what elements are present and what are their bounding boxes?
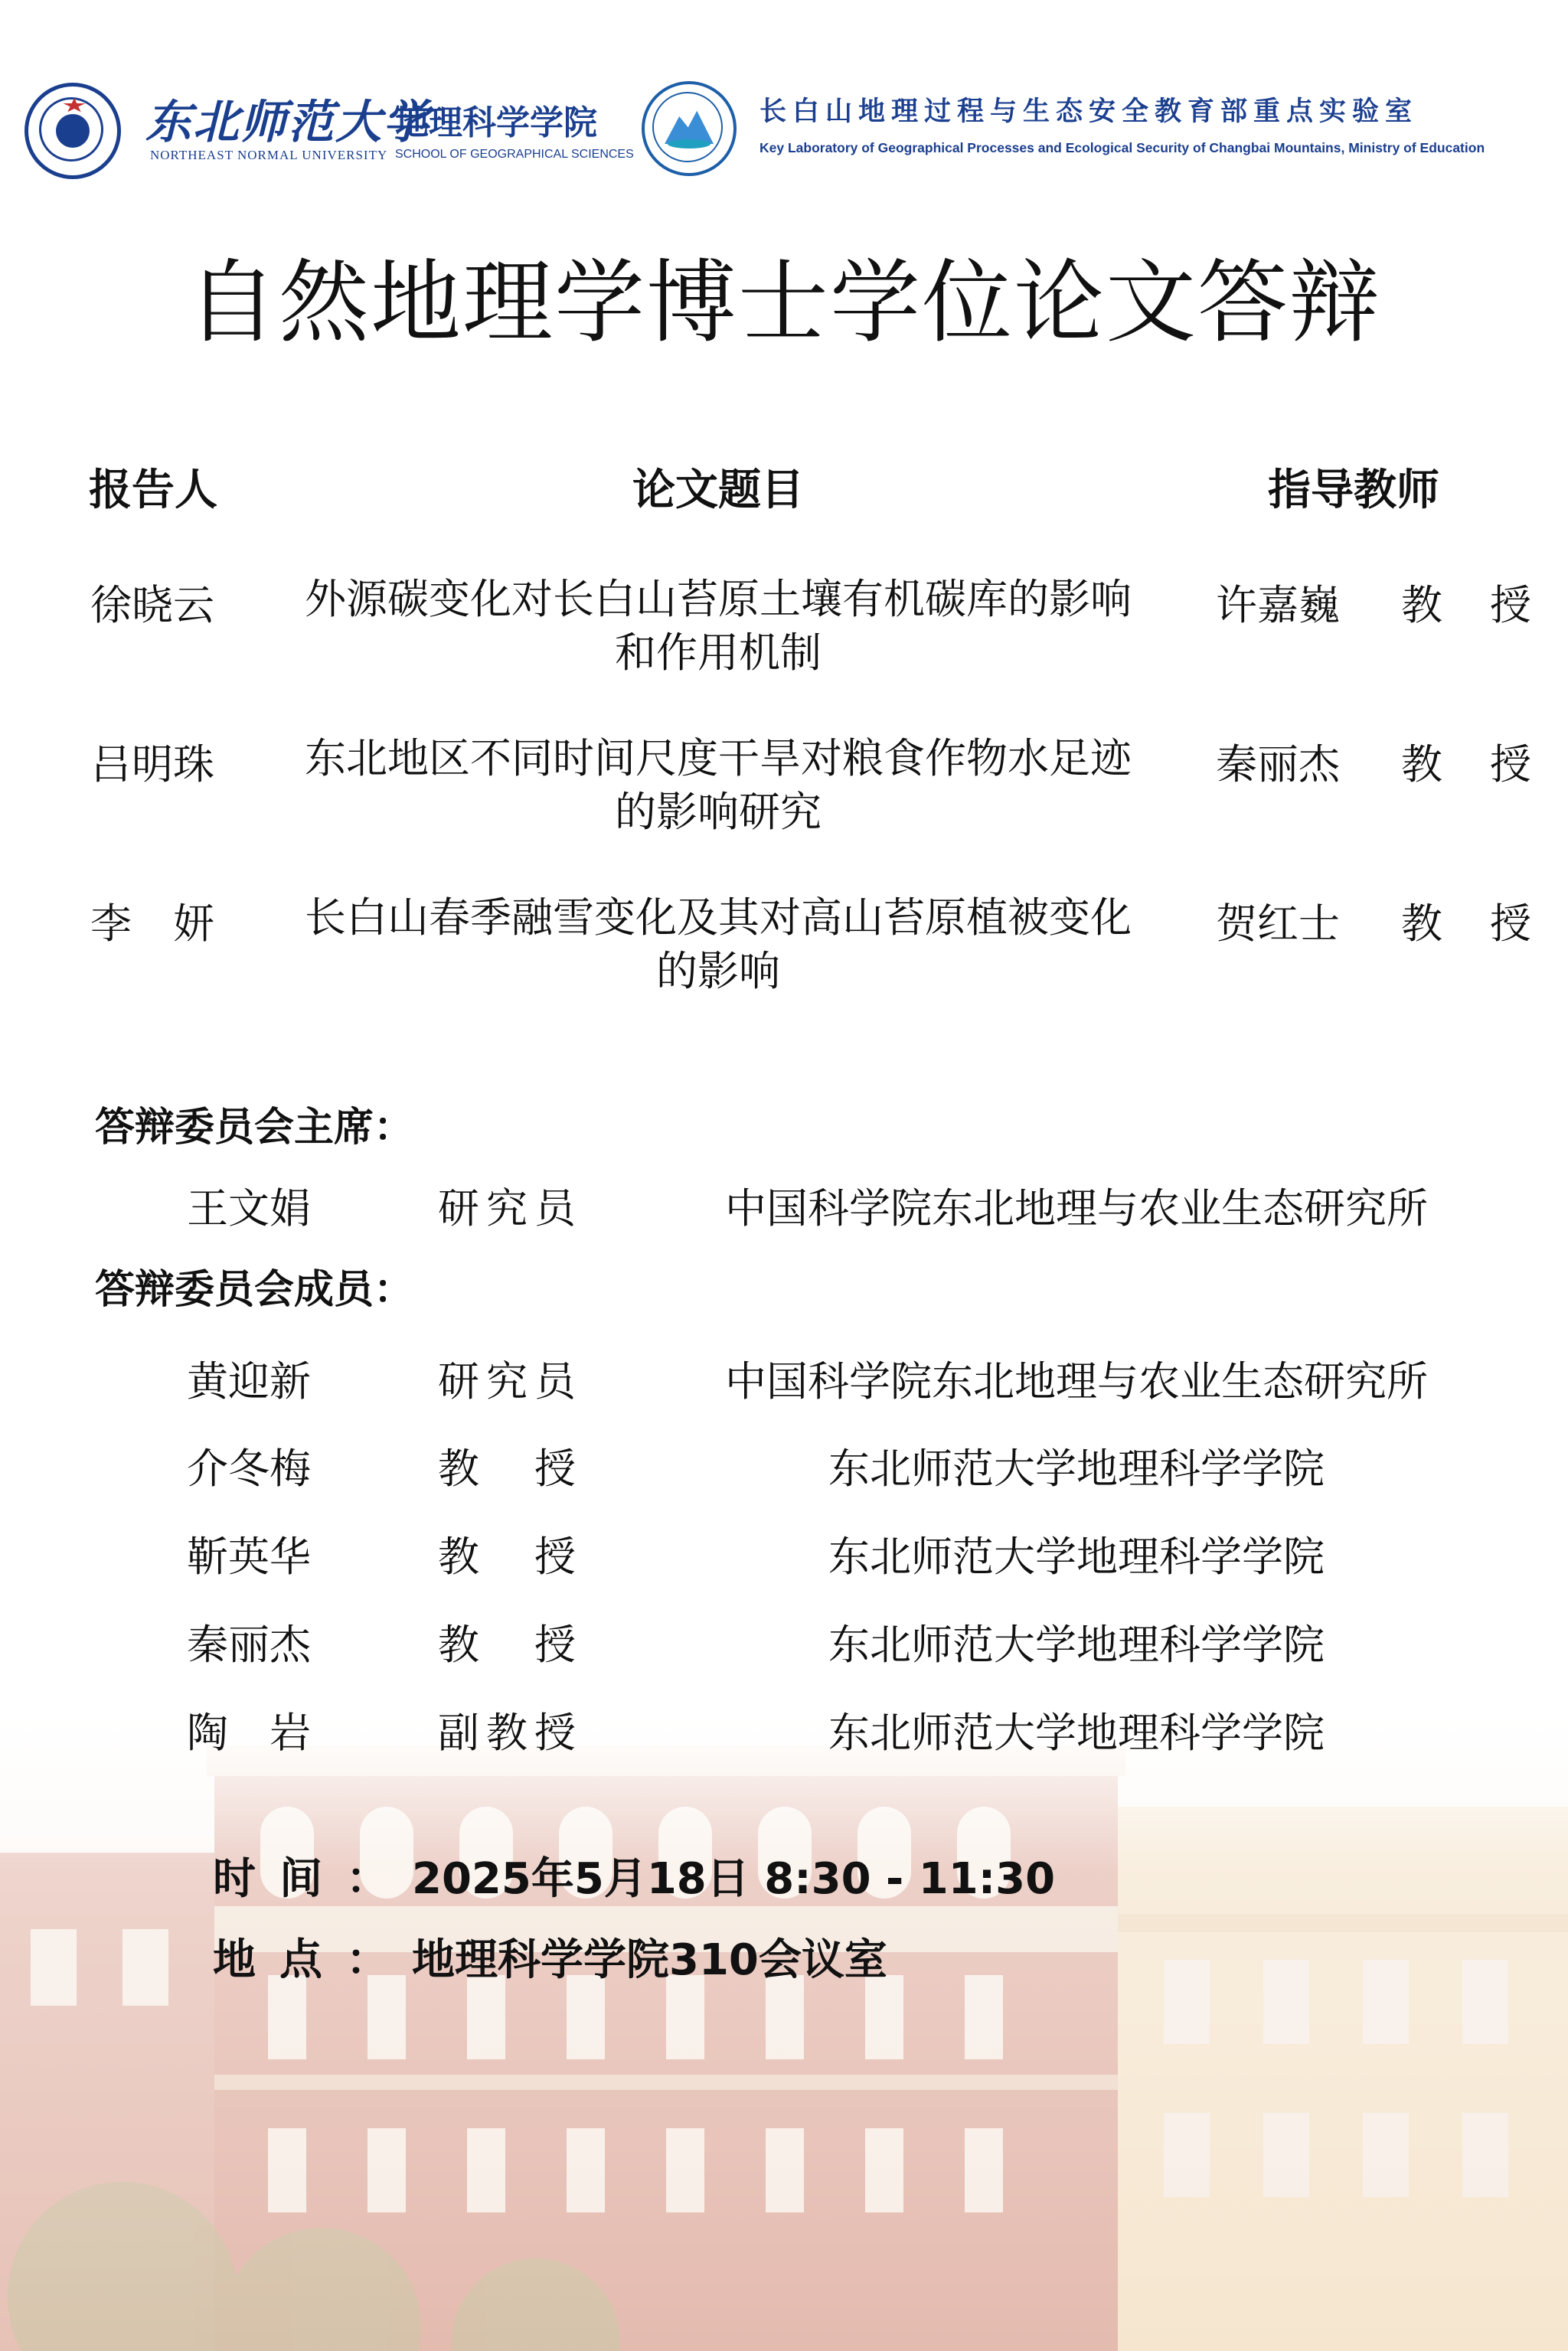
time-value: 2025年5月18日 8:30 - 11:30 (412, 1854, 1056, 1904)
member-name: 靳英华 (187, 1533, 311, 1581)
member-organization: 东北师范大学地理科学学院 (828, 1445, 1325, 1493)
thesis-topic-line: 外源碳变化对长白山苔原土壤有机碳库的影响 (305, 575, 1132, 623)
university-seal-icon (24, 83, 121, 179)
member-organization: 东北师范大学地理科学学院 (828, 1621, 1325, 1669)
member-name: 黄迎新 (187, 1357, 311, 1406)
defense-row (0, 732, 1568, 885)
thesis-topic-line: 的影响研究 (615, 788, 822, 836)
member-title: 研究员 (438, 1357, 576, 1406)
thesis-topic (274, 732, 1162, 839)
presenter-name: 李 妍 (90, 900, 214, 948)
advisor-name: 许嘉巍 (1216, 581, 1340, 629)
header-advisor: 指导教师 (1268, 465, 1439, 515)
presenter-name: 徐晓云 (90, 581, 214, 629)
chair-title: 研究员 (438, 1184, 576, 1233)
thesis-topic-line: 的影响 (656, 947, 780, 995)
advisor-name: 秦丽杰 (1216, 740, 1340, 789)
presenter-name: 吕明珠 (90, 740, 214, 789)
university-name-en: NORTHEAST NORMAL UNIVERSITY (150, 148, 388, 162)
defense-row (0, 573, 1568, 726)
event-place (213, 1926, 887, 1987)
header-presenter: 报告人 (89, 465, 217, 515)
place-value: 地理科学学院310会议室 (412, 1935, 887, 1985)
campus-building-background (0, 1715, 1568, 2351)
school-name: 地理科学学院 (395, 103, 597, 142)
school-name-en: SCHOOL OF GEOGRAPHICAL SCIENCES (395, 148, 634, 161)
lab-name: 长白山地理过程与生态安全教育部重点实验室 (760, 96, 1419, 127)
committee-chair-label: 答辩委员会主席： (95, 1105, 414, 1151)
university-name: 东北师范大学 (145, 96, 430, 149)
advisor-rank: 教授 (1401, 740, 1531, 789)
defense-row (0, 891, 1568, 1044)
page-title: 自然地理学博士学位论文答辩 (186, 250, 1381, 355)
member-name: 介冬梅 (187, 1445, 311, 1493)
member-title: 教授 (438, 1445, 576, 1493)
thesis-topic-line: 和作用机制 (615, 629, 822, 677)
thesis-topic-line: 东北地区不同时间尺度干旱对粮食作物水足迹 (305, 734, 1132, 782)
header-topic: 论文题目 (632, 465, 804, 515)
member-name: 秦丽杰 (187, 1621, 311, 1669)
advisor-name: 贺红士 (1216, 900, 1340, 948)
lab-name-en: Key Laboratory of Geographical Processes and Ecological Security of Changbai Mountains, Ministry of Education (760, 140, 1485, 155)
thesis-topic (274, 891, 1162, 998)
member-name: 陶 岩 (187, 1709, 311, 1757)
advisor-rank: 教授 (1401, 900, 1531, 948)
advisor-rank: 教授 (1401, 581, 1531, 629)
chair-organization: 中国科学院东北地理与农业生态研究所 (725, 1184, 1428, 1233)
time-label: 时间： (213, 1854, 389, 1904)
chair-name: 王文娟 (187, 1184, 311, 1233)
member-title: 教授 (438, 1621, 576, 1669)
lab-emblem-icon (642, 81, 737, 176)
thesis-topic (274, 573, 1162, 680)
member-organization: 东北师范大学地理科学学院 (828, 1709, 1325, 1757)
member-title: 教授 (438, 1533, 576, 1581)
event-time (213, 1845, 1055, 1906)
member-organization: 东北师范大学地理科学学院 (828, 1533, 1325, 1581)
thesis-topic-line: 长白山春季融雪变化及其对高山苔原植被变化 (305, 893, 1132, 942)
committee-members-label: 答辩委员会成员： (95, 1267, 414, 1313)
member-title: 副教授 (438, 1709, 576, 1757)
place-label: 地点： (213, 1935, 389, 1985)
member-organization: 中国科学院东北地理与农业生态研究所 (725, 1357, 1428, 1406)
